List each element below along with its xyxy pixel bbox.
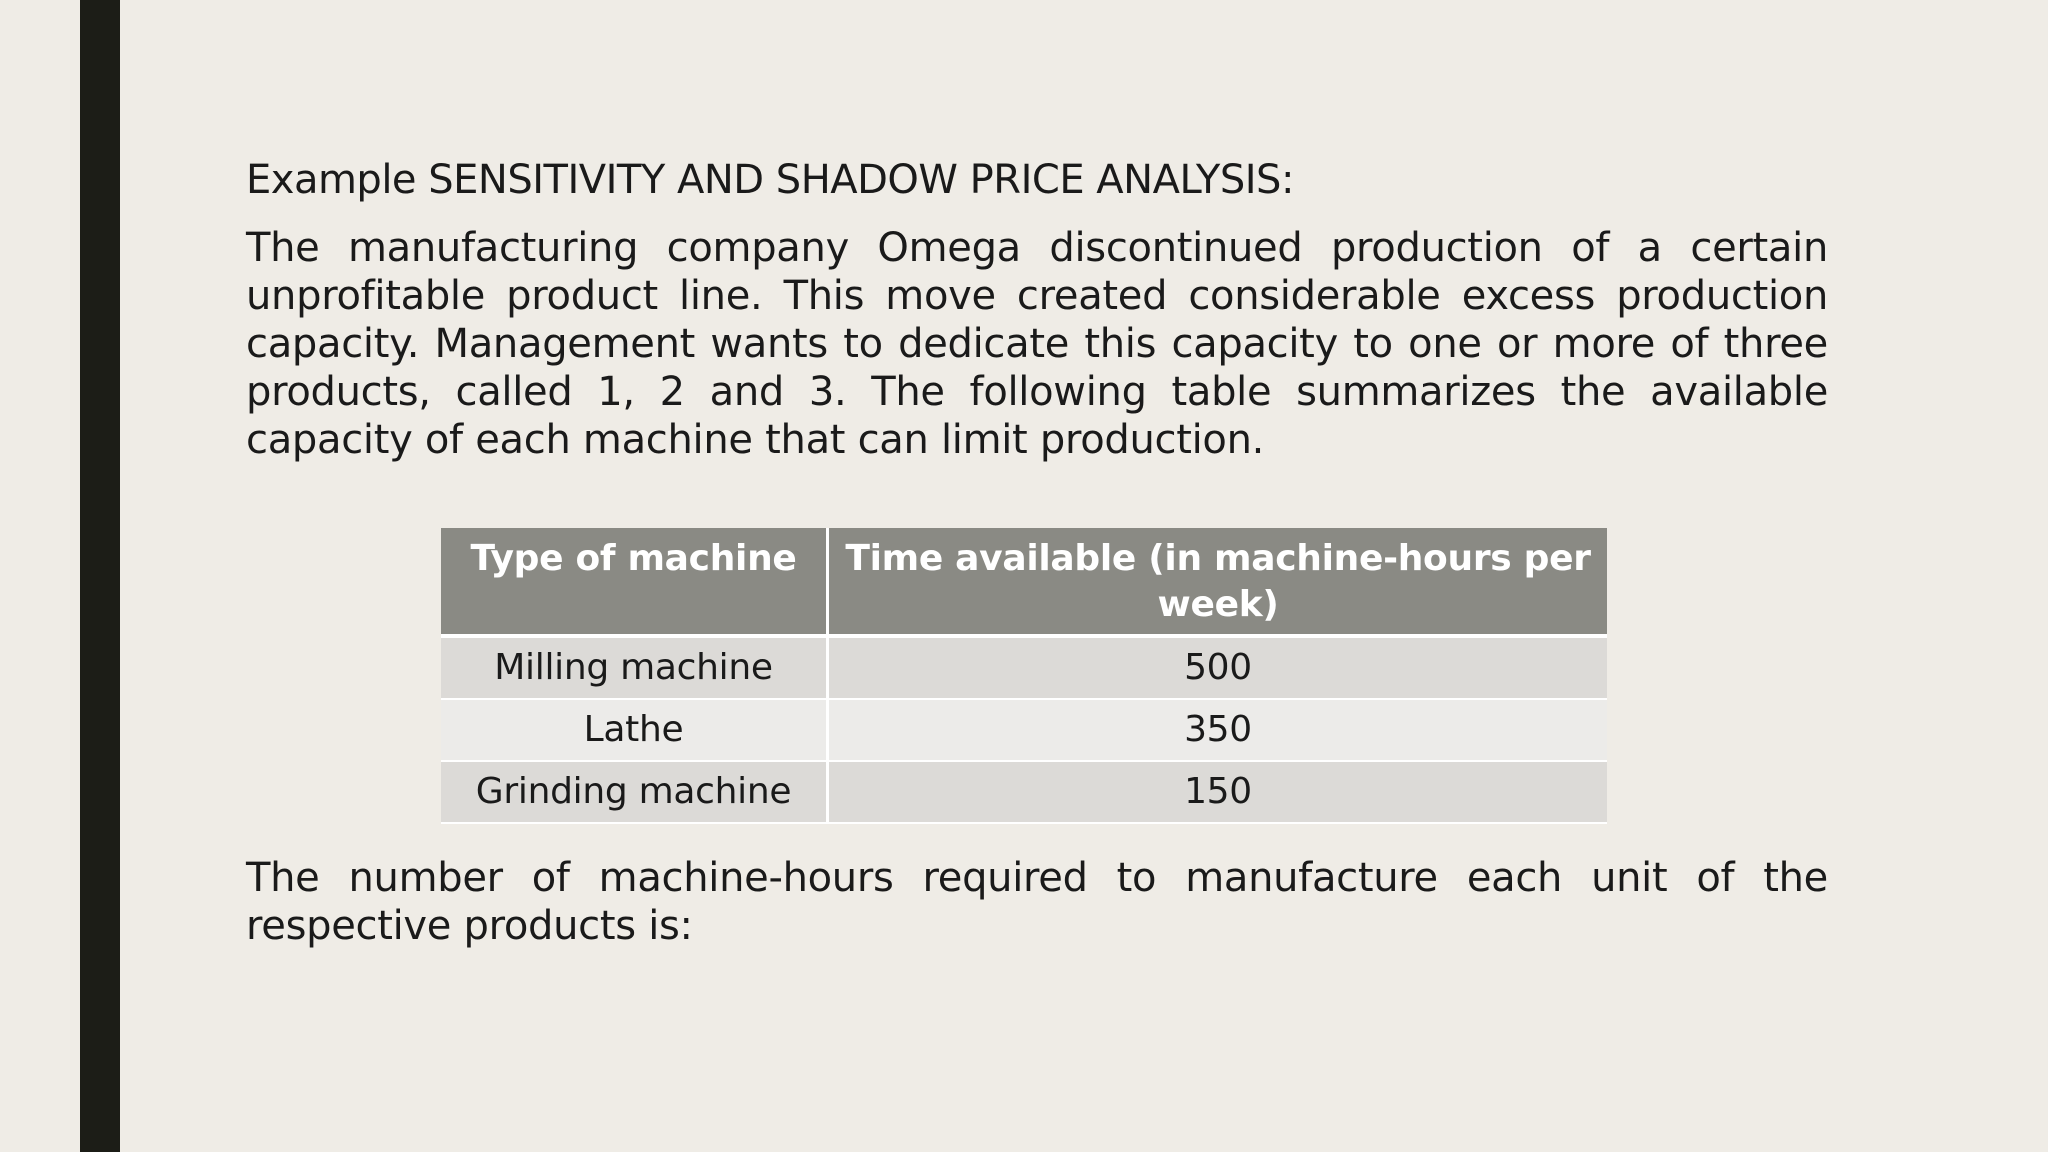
table-row	[441, 699, 1607, 761]
table-row	[441, 636, 1607, 699]
machine-type-cell: Grinding machine	[441, 761, 828, 823]
header-time-available: Time available (in machine-hours per week)	[828, 528, 1608, 636]
time-available-cell: 500	[828, 636, 1608, 699]
capacity-table-container	[441, 528, 1607, 824]
slide-content	[246, 150, 1828, 950]
machine-type-cell: Lathe	[441, 699, 828, 761]
table-row	[441, 761, 1607, 823]
header-type-of-machine: Type of machine	[441, 528, 828, 636]
time-available-cell: 150	[828, 761, 1608, 823]
slide-title: Example SENSITIVITY AND SHADOW PRICE ANALYSIS:	[246, 157, 1294, 203]
intro-paragraph: The manufacturing company Omega discontinued production of a certain unprofitable product line. This move created considerable excess production capacity. Management wants to dedicate this capacity to one or more of three products, called 1, 2 and 3. The following table summarizes the available capacity of each machine that can limit production.	[246, 225, 1828, 463]
machine-hours-paragraph: The number of machine-hours required to manufacture each unit of the respective products is:	[246, 855, 1828, 949]
table-header-row	[441, 528, 1607, 636]
capacity-table	[441, 528, 1607, 824]
machine-type-cell: Milling machine	[441, 636, 828, 699]
left-accent-bar	[80, 0, 120, 1152]
time-available-cell: 350	[828, 699, 1608, 761]
